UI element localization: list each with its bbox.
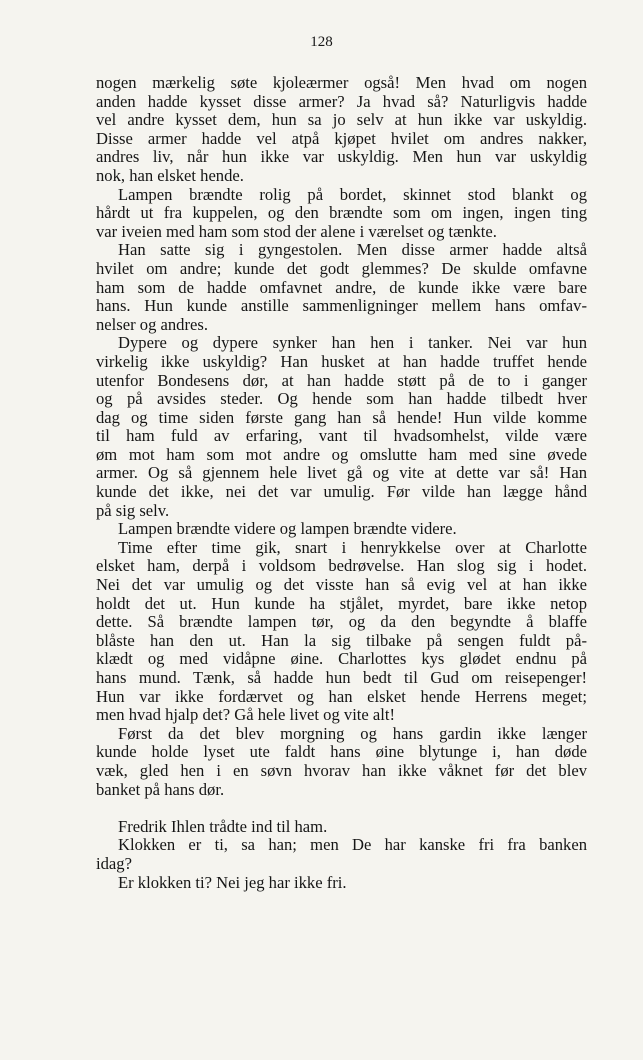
text-line: armer. Og så gjennem hele livet gå og vite at dette var så! Han <box>96 463 587 483</box>
text-line: klædt og med vidåpne øine. Charlottes kys glødet endnu på <box>96 649 587 669</box>
text-line: på sig selv. <box>96 500 170 520</box>
text-line: Er klokken ti? Nei jeg har ikke fri. <box>118 872 347 892</box>
text-line: banket på hans dør. <box>96 779 225 799</box>
text-line: kunde holde lyset ute faldt hans øine blytunge i, han døde <box>96 742 587 762</box>
text-line: men hvad hjalp det? Gå hele livet og vite alt! <box>96 705 396 725</box>
text-line: dag og time siden første gang han så hende! Hun vilde komme <box>96 407 587 427</box>
text-line: elsket ham, derpå i voldsom bedrøvelse. Han slog sig i hodet. <box>96 556 587 576</box>
text-line: Nei det var umulig og det visste han så evig vel at han ikke <box>96 575 587 595</box>
text-line: hårdt ut fra kuppelen, og den brændte som om ingen, ingen ting <box>96 203 587 223</box>
text-line: øm mot ham som mot andre og omslutte ham med sine øvede <box>96 444 587 464</box>
page-number: 128 <box>310 34 333 50</box>
text-line: og på avsides steder. Og hende som han hadde tilbedt hver <box>96 389 587 409</box>
paragraph-spacer <box>96 799 587 818</box>
text-line: dette. Så brændte lampen tør, og da den begyndte å blaffe <box>96 612 587 632</box>
text-line: nelser og andres. <box>96 314 208 334</box>
text-line: Time efter time gik, snart i henrykkelse over at Charlotte <box>118 537 587 557</box>
text-line: Først da det blev morgning og hans gardin ikke længer <box>118 723 587 743</box>
text-line: hans. Hun kunde anstille sammenligninger mellem hans omfav- <box>96 296 587 316</box>
text-line: kunde det ikke, nei det var umulig. Før vilde han lægge hånd <box>96 482 587 502</box>
text-line: ham som de hadde omfavnet andre, de kunde ikke være bare <box>96 277 587 297</box>
text-line: nok, han elsket hende. <box>96 165 244 185</box>
text-line: anden hadde kysset disse armer? Ja hvad så? Naturligvis hadde <box>96 91 587 111</box>
text-line: Lampen brændte rolig på bordet, skinnet stod blankt og <box>118 184 587 204</box>
text-line: hans mund. Tænk, så hadde hun bedt til Gud om reisepenger! <box>96 668 587 687</box>
text-line: blåste han den ut. Han la sig tilbake på sengen fuldt på- <box>96 630 587 650</box>
text-line: vel andre kysset dem, hun sa jo selv at hun ikke var uskyldig. <box>96 110 587 130</box>
text-line: Hun var ikke fordærvet og han elsket hende Herrens meget; <box>96 686 587 706</box>
text-line: idag? <box>96 853 132 873</box>
text-line: til ham fuld av erfaring, vant til hvadsomhelst, vilde være <box>96 426 587 446</box>
text-line: holdt det ut. Hun kunde ha stjålet, myrdet, bare ikke netop <box>96 593 587 613</box>
text-line: Fredrik Ihlen trådte ind til ham. <box>118 816 328 836</box>
text-line: Klokken er ti, sa han; men De har kanske fri fra banken <box>118 835 587 855</box>
text-line: utenfor Bondesens dør, at han hadde støtt på de to i ganger <box>96 370 587 390</box>
text-line: virkelig ikke uskyldig? Han husket at han hadde truffet hende <box>96 351 587 371</box>
text-line: Lampen brændte videre og lampen brændte videre. <box>118 519 457 539</box>
text-line: Dypere og dypere synker han hen i tanker. Nei var hun <box>118 333 587 353</box>
text-line: hvilet om andre; kunde det godt glemmes? De skulde omfavne <box>96 258 587 278</box>
text-line: Han satte sig i gyngestolen. Men disse armer hadde altså <box>118 240 587 260</box>
text-line: andres liv, når hun ikke var uskyldig. Men hun var uskyldig <box>96 147 587 167</box>
text-line: væk, gled hen i en søvn hvorav han ikke våknet før det blev <box>96 760 587 780</box>
text-line: Disse armer hadde vel atpå kjøpet hvilet om andres nakker, <box>96 128 587 148</box>
text-line: var iveien med ham som stod der alene i værelset og tænkte. <box>96 221 497 241</box>
text-line: nogen mærkelig søte kjoleærmer også! Men hvad om nogen <box>96 73 587 92</box>
body-text <box>96 74 587 892</box>
